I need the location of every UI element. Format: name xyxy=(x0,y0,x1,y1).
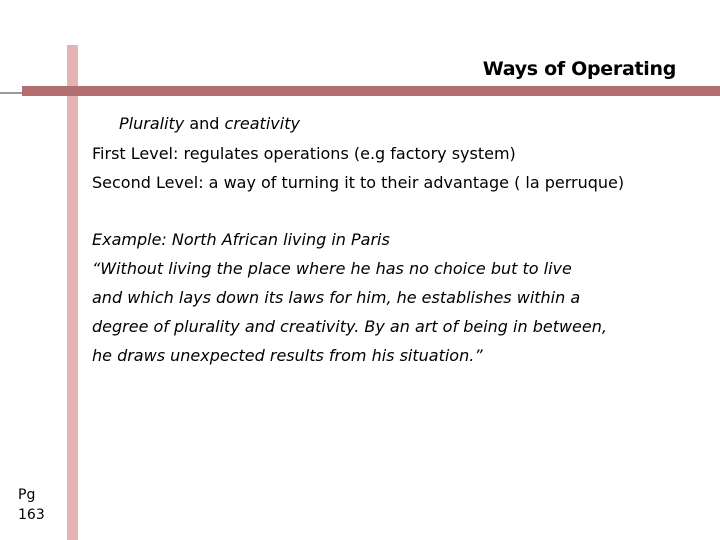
page-reference xyxy=(18,485,45,525)
plurality-word: Plurality xyxy=(119,114,185,133)
example-heading: Example: North African living in Paris xyxy=(92,230,390,249)
plurality-creativity-line xyxy=(119,114,300,133)
vertical-accent-bar xyxy=(67,45,78,540)
left-tick-line xyxy=(0,92,22,94)
quote-line: degree of plurality and creativity. By an art of being in between, xyxy=(92,317,607,336)
page-number: 163 xyxy=(18,507,45,523)
second-level-text: Second Level: a way of turning it to their advantage ( la perruque) xyxy=(92,173,625,192)
page-label: Pg xyxy=(18,487,36,503)
quote-line: he draws unexpected results from his situation.” xyxy=(92,346,483,365)
horizontal-accent-bar xyxy=(22,86,720,96)
creativity-word: creativity xyxy=(224,114,300,133)
first-level-text: First Level: regulates operations (e.g factory system) xyxy=(92,144,516,163)
slide-title: Ways of Operating xyxy=(482,58,676,80)
and-word: and xyxy=(184,114,225,133)
quote-line: “Without living the place where he has no choice but to live xyxy=(92,259,572,278)
quote-line: and which lays down its laws for him, he establishes within a xyxy=(92,288,581,307)
